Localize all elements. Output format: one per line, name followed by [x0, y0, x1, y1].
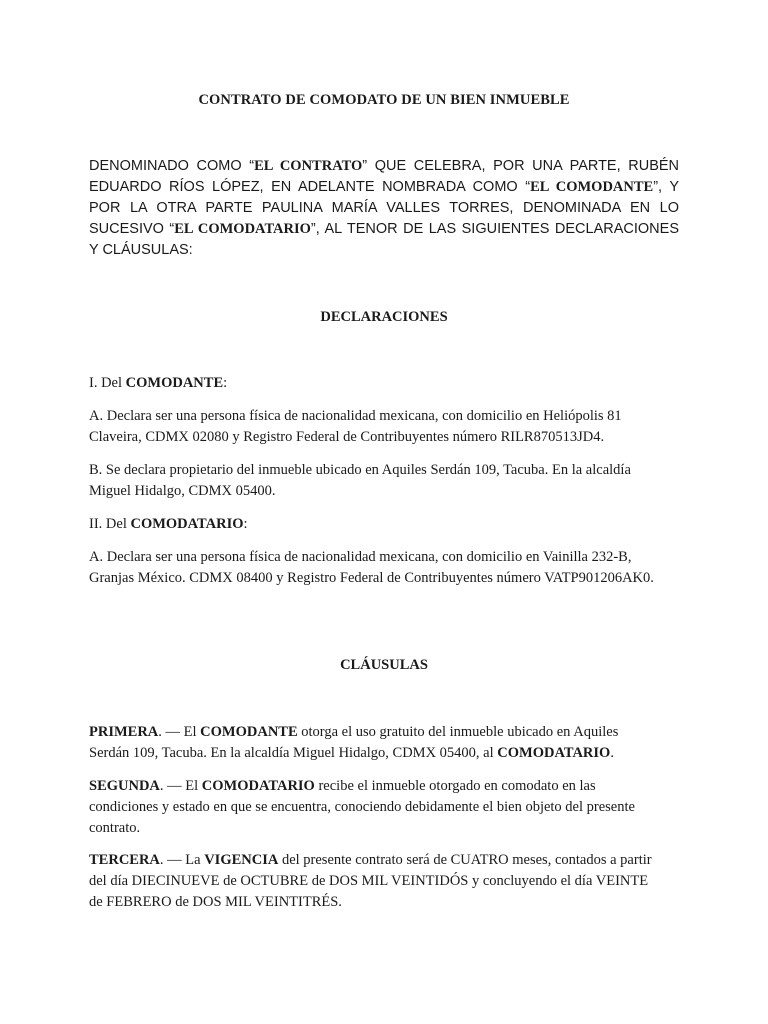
- tercera-text-2: del presente contrato será de CUATRO meses, contados a partir del día DIECINUEVE de OCTUBRE de DOS MIL VEINTIDÓS y concluyendo el día VEINTE de FEBRERO de DOS MIL VEINTITRÉS.: [89, 852, 652, 910]
- intro-bold-comodatario: EL COMODATARIO: [174, 221, 311, 237]
- segunda-label: SEGUNDA: [89, 778, 160, 794]
- comodante-header-suffix: :: [223, 375, 228, 391]
- primera-text-3: .: [610, 745, 614, 761]
- clausula-primera: [89, 722, 659, 764]
- document-title: CONTRATO DE COMODATO DE UN BIEN INMUEBLE: [198, 92, 570, 108]
- intro-text-2: ” QUE CELEBRA, POR UNA PARTE, RUBÉN EDUARDO RÍOS LÓPEZ, EN ADELANTE NOMBRADA COMO “: [89, 158, 680, 195]
- comodante-header-prefix: I. Del: [89, 375, 126, 391]
- primera-text-1: . — El: [158, 724, 201, 740]
- intro-bold-contrato: EL CONTRATO: [254, 158, 363, 174]
- intro-paragraph: [89, 156, 679, 261]
- primera-label: PRIMERA: [89, 724, 159, 740]
- segunda-text-2: recibe el inmueble otorgado en comodato en las condiciones y estado en que se encuentra, conociendo debidamente el bien objeto del presente contrato.: [89, 778, 635, 836]
- comodante-declaration-b: B. Se declara propietario del inmueble ubicado en Aquiles Serdán 109, Tacuba. En la alcaldía Miguel Hidalgo, CDMX 05400.: [89, 462, 631, 499]
- tercera-label: TERCERA: [89, 852, 160, 868]
- comodatario-header: [89, 514, 659, 535]
- comodatario-header-prefix: II. Del: [89, 516, 131, 532]
- intro-text-1: DENOMINADO COMO “: [89, 158, 255, 174]
- comodatario-declaration-a: A. Declara ser una persona física de nacionalidad mexicana, con domicilio en Vainilla 232-B, Granjas México. CDMX 08400 y Registro Federal de Contribuyentes número VATP901206AK0.: [89, 549, 654, 586]
- declaraciones-heading: DECLARACIONES: [320, 309, 448, 325]
- comodatario-header-suffix: :: [243, 516, 248, 532]
- comodatario-header-bold: COMODATARIO: [130, 516, 244, 532]
- intro-bold-comodante: EL COMODANTE: [530, 179, 654, 195]
- intro-text-3: ”, Y POR LA OTRA PARTE PAULINA MARÍA VALLES TORRES, DENOMINADA EN LO SUCESIVO “: [89, 179, 680, 237]
- tercera-text-1: . — La: [159, 852, 205, 868]
- clausulas-heading: CLÁUSULAS: [340, 657, 428, 673]
- comodante-declaration-a: A. Declara ser una persona física de nacionalidad mexicana, con domicilio en Heliópolis 81 Claveira, CDMX 02080 y Registro Federal de Contribuyentes número RILR870513JD4.: [89, 408, 622, 445]
- comodante-header-bold: COMODANTE: [125, 375, 224, 391]
- intro-text-4: ”, AL TENOR DE LAS SIGUIENTES DECLARACIONES Y CLÁUSULAS:: [89, 221, 679, 258]
- tercera-bold-vigencia: VIGENCIA: [204, 852, 279, 868]
- primera-bold-comodatario: COMODATARIO: [497, 745, 611, 761]
- segunda-bold-comodatario: COMODATARIO: [201, 778, 315, 794]
- primera-text-2: otorga el uso gratuito del inmueble ubicado en Aquiles Serdán 109, Tacuba. En la alcaldía Miguel Hidalgo, CDMX 05400, al: [89, 724, 619, 761]
- clausula-segunda: [89, 776, 659, 839]
- primera-bold-comodante: COMODANTE: [200, 724, 298, 740]
- comodante-header: [89, 373, 659, 394]
- segunda-text-1: . — El: [159, 778, 202, 794]
- clausula-tercera: [89, 850, 659, 913]
